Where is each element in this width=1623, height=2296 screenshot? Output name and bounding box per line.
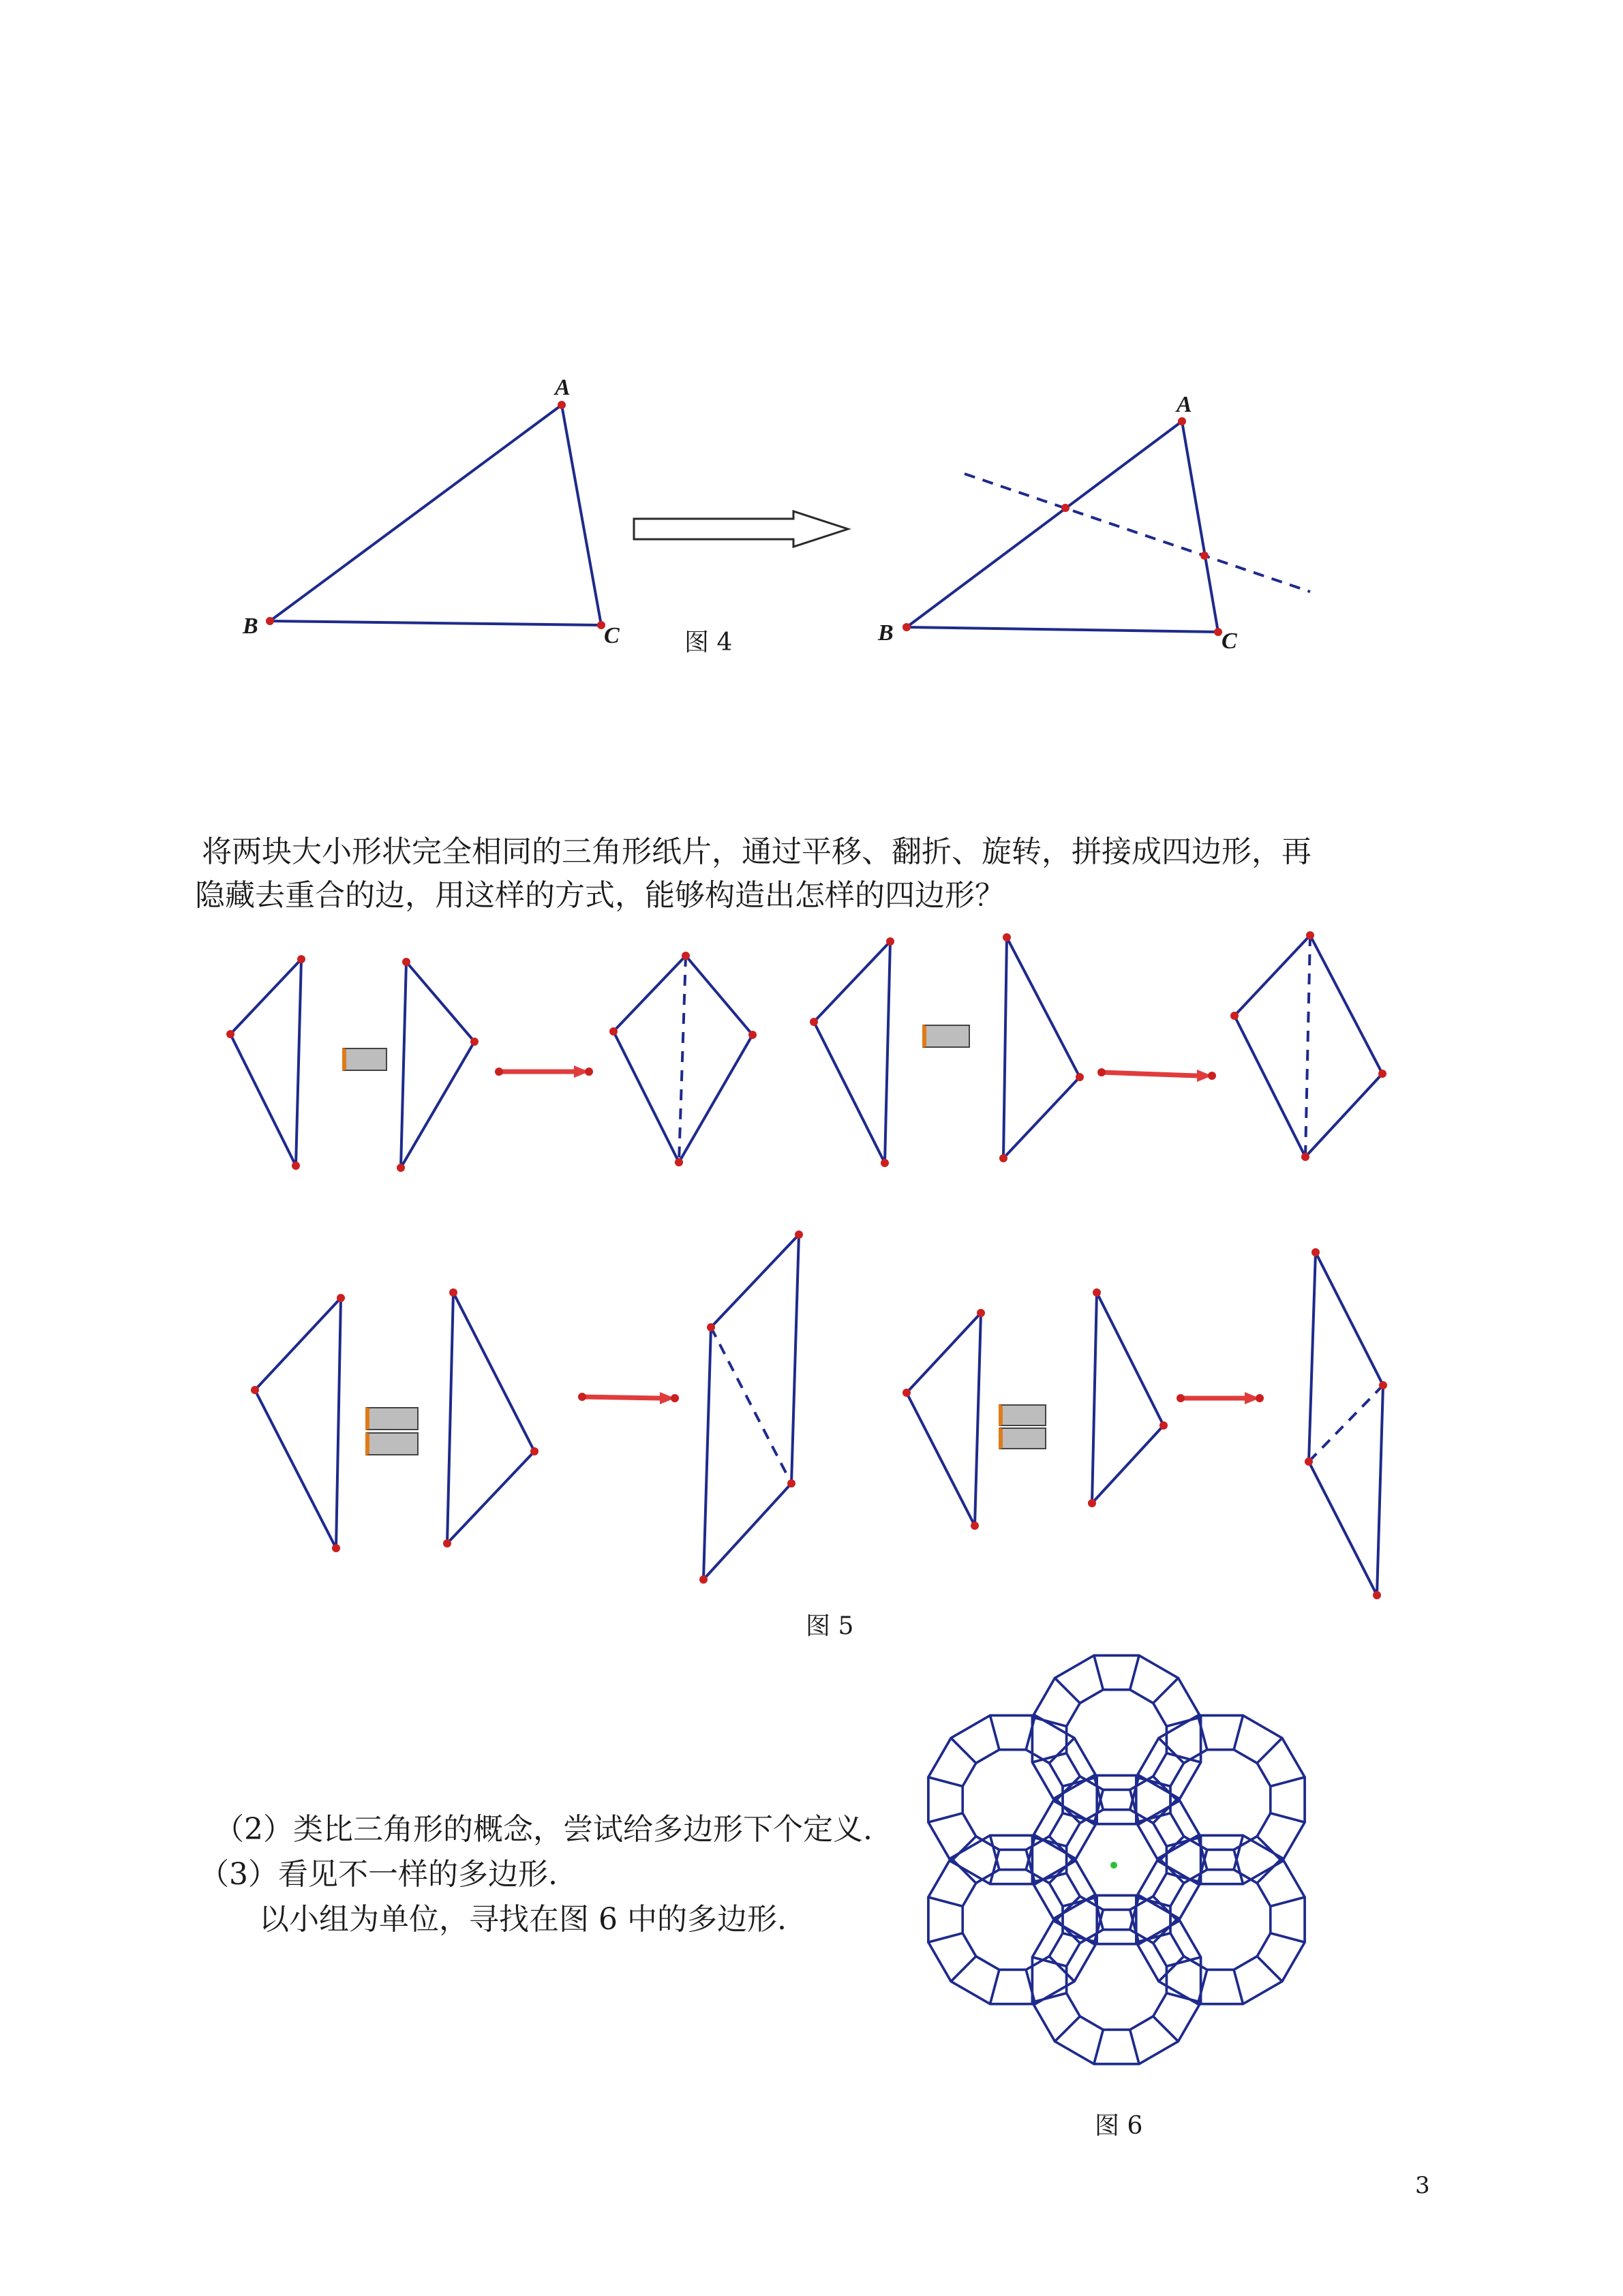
tessellation-polygon (928, 1858, 976, 1907)
question-3-sub: 以小组为单位，寻找在图 6 中的多边形. (259, 1902, 787, 1937)
tessellation-polygon (1271, 1897, 1305, 1942)
paragraph-line-2: 隐藏去重合的边，用这样的方式，能够构造出怎样的四边形？ (195, 878, 1005, 913)
figure-5-caption: 图 5 (806, 1612, 854, 1640)
page-number: 3 (1415, 2172, 1430, 2199)
question-2: （2）类比三角形的概念，尝试给多边形下个定义. (214, 1812, 873, 1847)
vertex-label-a-right: A (1177, 392, 1192, 417)
paragraph-line-1: 将两块大小形状完全相同的三角形纸片，通过平移、翻折、旋转，拼接成四边形，再 (202, 834, 1311, 869)
center-point (1110, 1862, 1117, 1869)
question-3: （3）看见不一样的多边形. (199, 1857, 558, 1892)
tessellation-polygon (1271, 1777, 1305, 1822)
figure-4-caption: 图 4 (684, 629, 733, 656)
vertex-label-a: A (555, 375, 571, 400)
vertex-label-c: C (604, 623, 620, 648)
vertex-label-b-right: B (878, 620, 894, 646)
tessellation-polygon (951, 1957, 999, 2004)
figure-6-caption: 图 6 (1095, 2112, 1143, 2140)
tessellation-polygon (1234, 1715, 1282, 1763)
tessellation-polygon (928, 1738, 976, 1787)
vertex-label-b: B (243, 614, 258, 639)
vertex-label-c-right: C (1222, 629, 1237, 654)
tessellation-polygon (1130, 1655, 1179, 1703)
tessellation-polygon (1055, 2016, 1104, 2064)
